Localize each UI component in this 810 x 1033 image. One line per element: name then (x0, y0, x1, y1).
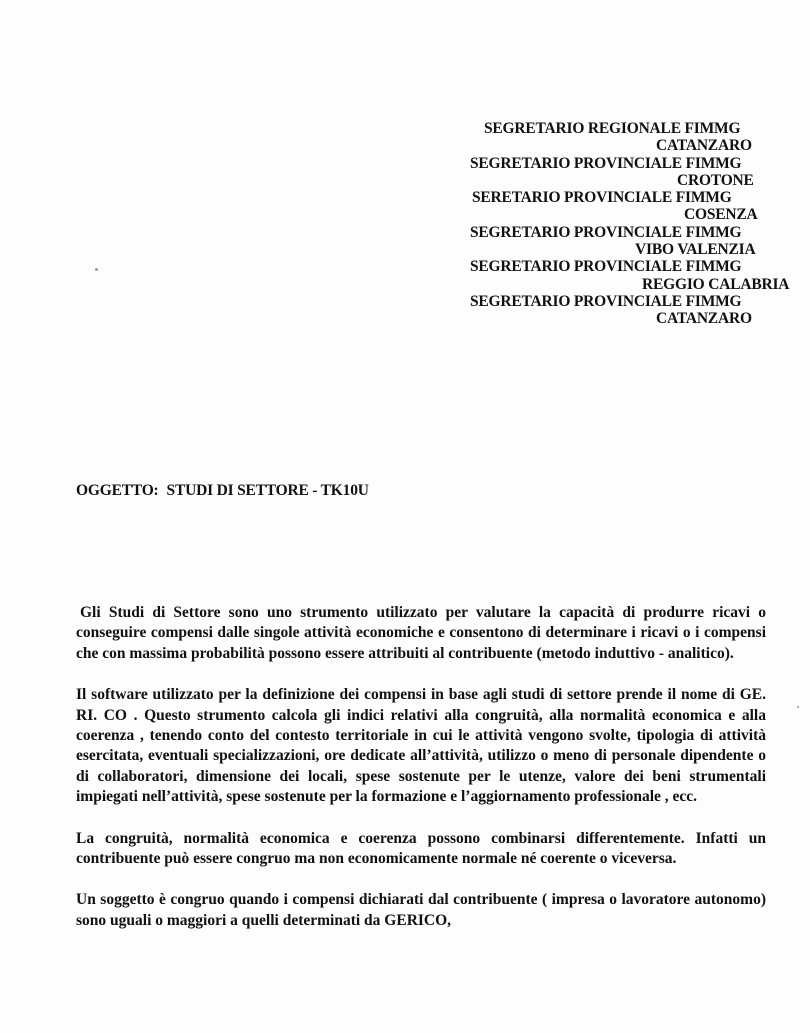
addressee-city: COSENZA (684, 206, 758, 224)
addressee-city: CROTONE (677, 171, 754, 189)
addressee-role: SEGRETARIO PROVINCIALE FIMMG (470, 258, 742, 276)
addressee-role: SEGRETARIO PROVINCIALE FIMMG (470, 223, 742, 241)
addressee-provincial-cosenza (462, 189, 772, 224)
addressee-city: VIBO VALENZIA (635, 241, 756, 259)
addressee-role: SEGRETARIO PROVINCIALE FIMMG (470, 154, 742, 172)
body-paragraph: Un soggetto è congruo quando i compensi dichiarati dal contribuente ( impresa o lavoratore autonomo) sono uguali o maggiori a quelli determinati da GERICO, (76, 891, 766, 929)
letter-body (76, 603, 766, 952)
addressee-provincial-reggio (462, 258, 790, 293)
subject-line (76, 482, 369, 500)
body-paragraph: Il software utilizzato per la definizione dei compensi in base agli studi di settore prende il nome di GE. RI. CO . Questo strumento calcola gli indici relativi alla congruità, alla normalità economica e alla coerenza , tenendo conto del contesto territoriale in cui le attività vengono svolte, tipologia di attività esercitata, eventuali specializzazioni, ore dedicate all’attività, utilizzo o meno di personale dipendente o di collaboratori, dimensione dei locali, spese sostenute per le utenze, valore dei beni strumentali impiegati nell’attività, spese sostenute per la formazione e l’aggiornamento professionale , ecc. (76, 686, 766, 806)
addressee-city: CATANZARO (656, 137, 752, 155)
scan-speck (95, 268, 98, 271)
addressee-city: REGGIO CALABRIA (642, 275, 790, 293)
body-paragraph: La congruità, normalità economica e coerenza possono combinarsi differentemente. Infatti un contribuente può essere congruo ma non economicamente normale né coerente o viceversa. (76, 829, 766, 868)
addressee-provincial-vibo (462, 224, 772, 259)
scan-speck (797, 706, 799, 708)
subject-text: STUDI DI SETTORE - TK10U (166, 482, 369, 499)
subject-label: OGGETTO: (76, 482, 159, 499)
addressee-block (462, 120, 790, 328)
addressee-provincial-crotone (462, 155, 772, 190)
addressee-role: SEGRETARIO PROVINCIALE FIMMG (470, 292, 742, 310)
body-paragraph: Gli Studi di Settore sono uno strumento utilizzato per valutare la capacità di produrre ricavi o conseguire compensi dalle singole attività economiche e consentono di determinare i ricavi o i compensi che con massima probabilità possono essere attribuiti al contribuente (metodo induttivo - analitico). (76, 604, 766, 662)
addressee-provincial-catanzaro (462, 293, 772, 328)
addressee-city: CATANZARO (656, 310, 752, 328)
addressee-regional-catanzaro (462, 120, 772, 155)
addressee-role: SERETARIO PROVINCIALE FIMMG (472, 189, 732, 207)
addressee-role: SEGRETARIO REGIONALE FIMMG (484, 120, 741, 137)
